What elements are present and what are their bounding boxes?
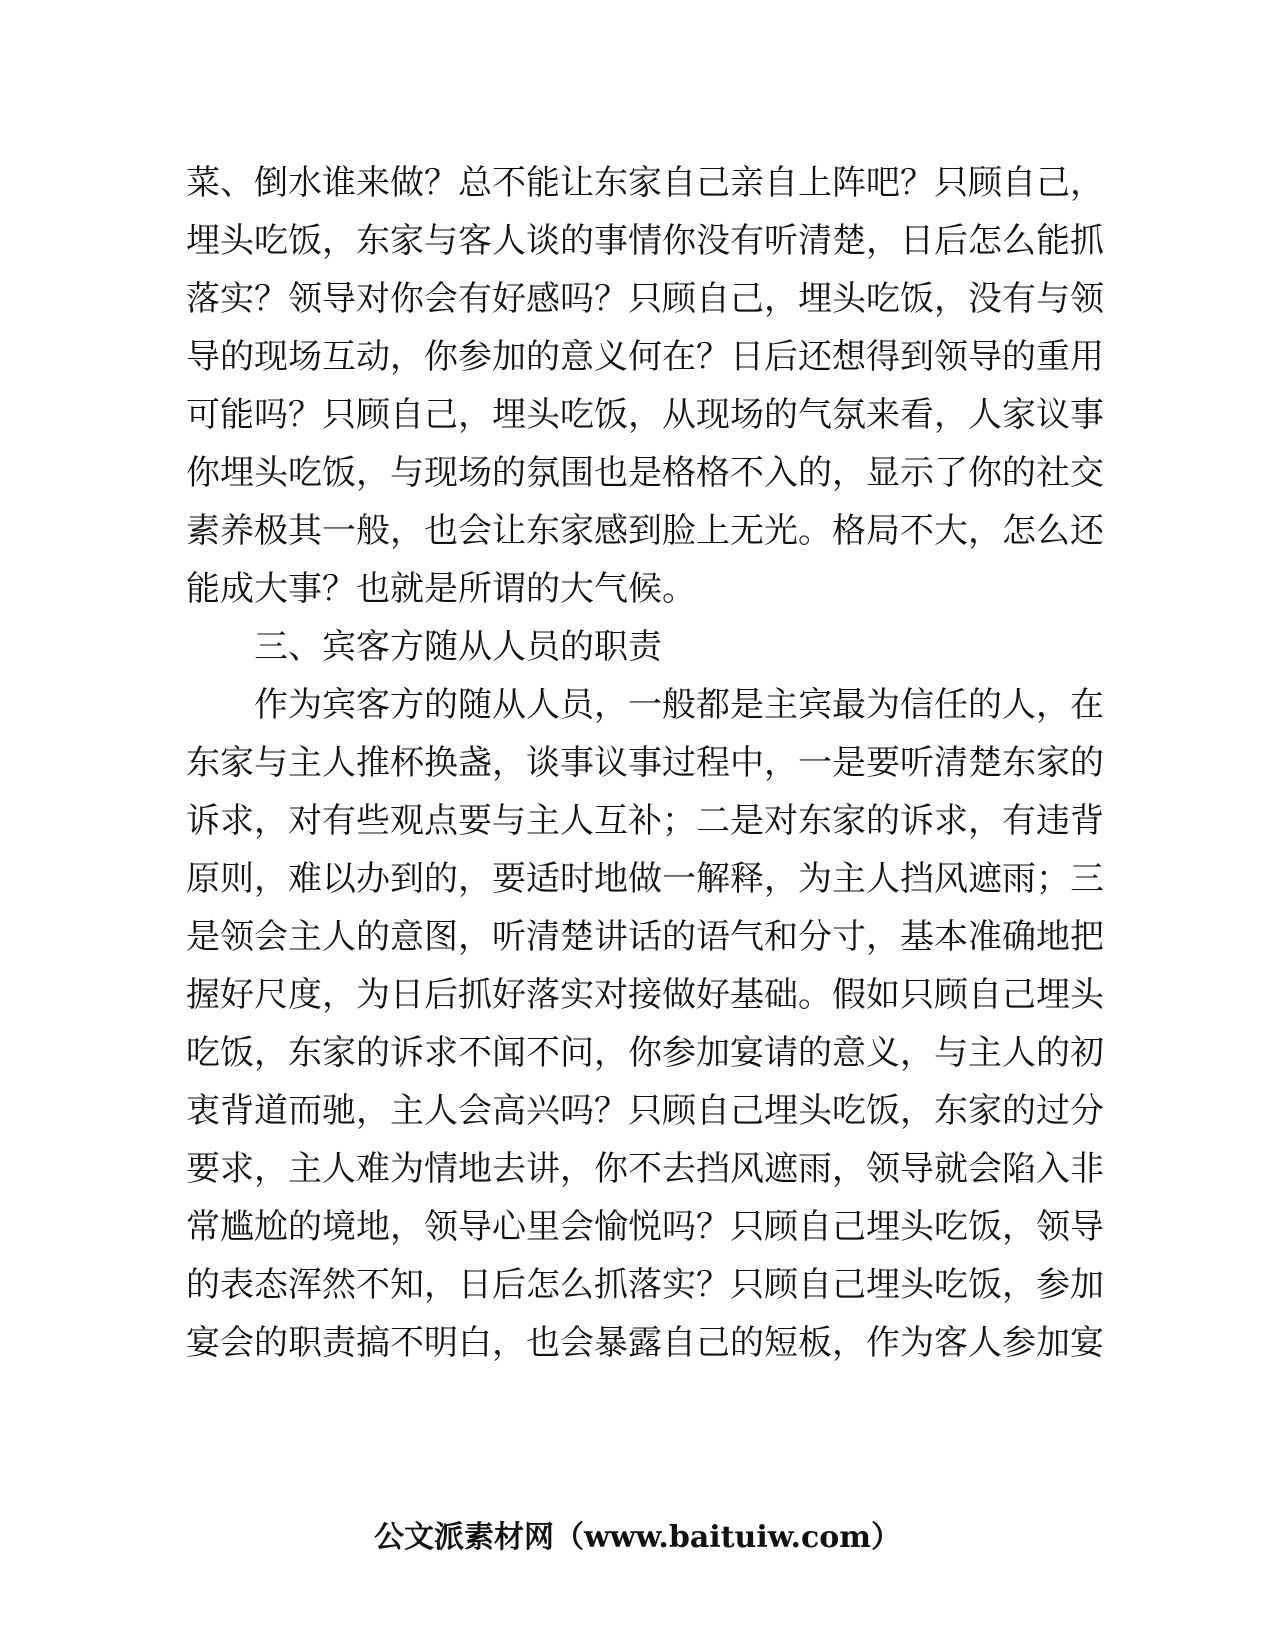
paragraph-1-line-1: 菜、倒水谁来做？总不能让东家自己亲自上阵吧？只顾自己，: [186, 163, 1104, 203]
paragraph-1-line-4: 导的现场互动，你参加的意义何在？日后还想得到领导的重用: [186, 337, 1104, 377]
paragraph-2-line-2: 东家与主人推杯换盏，谈事议事过程中，一是要听清楚东家的: [186, 743, 1104, 783]
paragraph-1-line-7: 素养极其一般，也会让东家感到脸上无光。格局不大，怎么还: [186, 511, 1104, 551]
paragraph-1-line-2: 埋头吃饭，东家与客人谈的事情你没有听清楚，日后怎么能抓: [186, 221, 1104, 261]
paragraph-1-line-5: 可能吗？只顾自己，埋头吃饭，从现场的气氛来看，人家议事: [186, 395, 1104, 435]
paragraph-1-line-8: 能成大事？也就是所谓的大气候。: [186, 569, 696, 609]
paragraph-2-line-3: 诉求，对有些观点要与主人互补；二是对东家的诉求，有违背: [186, 801, 1104, 841]
paragraph-2-line-9: 要求，主人难为情地去讲，你不去挡风遮雨，领导就会陷入非: [186, 1149, 1104, 1189]
paragraph-2-line-5: 是领会主人的意图，听清楚讲话的语气和分寸，基本准确地把: [186, 917, 1104, 957]
paragraph-2-line-11: 的表态浑然不知，日后怎么抓落实？只顾自己埋头吃饭，参加: [186, 1265, 1104, 1305]
paragraph-1-line-6: 你埋头吃饭，与现场的氛围也是格格不入的，显示了你的社交: [186, 453, 1104, 493]
paragraph-2-line-1: 作为宾客方的随从人员，一般都是主宾最为信任的人，在: [254, 685, 1104, 725]
paragraph-2-line-10: 常尴尬的境地，领导心里会愉悦吗？只顾自己埋头吃饭，领导: [186, 1207, 1104, 1247]
paragraph-1-line-3: 落实？领导对你会有好感吗？只顾自己，埋头吃饭，没有与领: [186, 279, 1104, 319]
paragraph-2-line-12: 宴会的职责搞不明白，也会暴露自己的短板，作为客人参加宴: [186, 1323, 1104, 1363]
page-footer: 公文派素材网（www.baituiw.com）: [373, 1520, 902, 1555]
paragraph-2-line-6: 握好尺度，为日后抓好落实对接做好基础。假如只顾自己埋头: [186, 975, 1104, 1015]
paragraph-2-line-8: 衷背道而驰，主人会高兴吗？只顾自己埋头吃饭，东家的过分: [186, 1091, 1104, 1131]
paragraph-2-line-4: 原则，难以办到的，要适时地做一解释，为主人挡风遮雨；三: [186, 859, 1104, 899]
document-body: [186, 154, 1104, 1372]
section-heading: 三、宾客方随从人员的职责: [254, 627, 662, 667]
paragraph-2-line-7: 吃饭，东家的诉求不闻不问，你参加宴请的意义，与主人的初: [186, 1033, 1104, 1073]
